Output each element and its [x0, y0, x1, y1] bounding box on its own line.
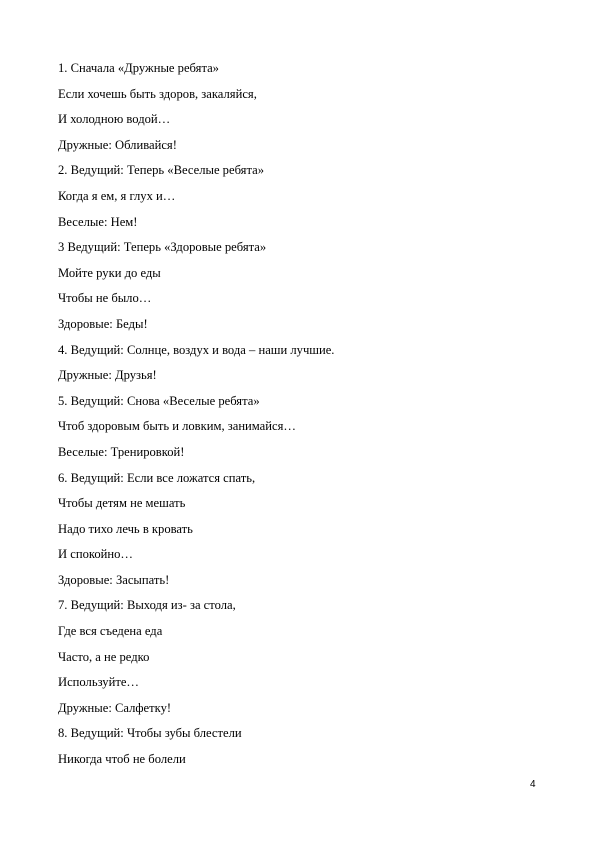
- text-line: 8. Ведущий: Чтобы зубы блестели: [58, 726, 242, 741]
- text-line: Дружные: Друзья!: [58, 368, 157, 383]
- text-line: Если хочешь быть здоров, закаляйся,: [58, 86, 257, 101]
- text-line: Веселые: Тренировкой!: [58, 444, 185, 459]
- text-line: Надо тихо лечь в кровать: [58, 521, 193, 536]
- text-line: И спокойно…: [58, 547, 134, 562]
- text-line: Здоровые: Беды!: [58, 316, 148, 331]
- text-line: Где вся съедена еда: [58, 624, 163, 639]
- text-line: 7. Ведущий: Выходя из- за стола,: [58, 598, 236, 613]
- text-line: Чтобы не было…: [58, 291, 152, 306]
- text-line: Здоровые: Засыпать!: [58, 572, 170, 587]
- text-line: 5. Ведущий: Снова «Веселые ребята»: [58, 393, 260, 408]
- text-line: Чтобы детям не мешать: [58, 496, 186, 511]
- text-line: 3 Ведущий: Теперь «Здоровые ребята»: [58, 240, 267, 255]
- text-line: Дружные: Обливайся!: [58, 137, 177, 152]
- text-line: Используйте…: [58, 675, 140, 690]
- text-line: 4. Ведущий: Солнце, воздух и вода – наши лучшие.: [58, 342, 335, 357]
- page-number: 4: [530, 779, 536, 790]
- script-text: [58, 56, 334, 773]
- text-line: Веселые: Нем!: [58, 214, 138, 229]
- text-line: 2. Ведущий: Теперь «Веселые ребята»: [58, 163, 265, 178]
- text-line: Чтоб здоровым быть и ловким, занимайся…: [58, 419, 296, 434]
- text-line: 6. Ведущий: Если все ложатся спать,: [58, 470, 256, 485]
- text-line: Мойте руки до еды: [58, 265, 161, 280]
- text-line: Часто, а не редко: [58, 649, 150, 664]
- text-line: Когда я ем, я глух и…: [58, 188, 176, 203]
- text-line: Никогда чтоб не болели: [58, 752, 186, 767]
- text-line: Дружные: Салфетку!: [58, 700, 172, 715]
- text-line: И холодною водой…: [58, 112, 171, 127]
- text-line: 1. Сначала «Дружные ребята»: [58, 61, 219, 75]
